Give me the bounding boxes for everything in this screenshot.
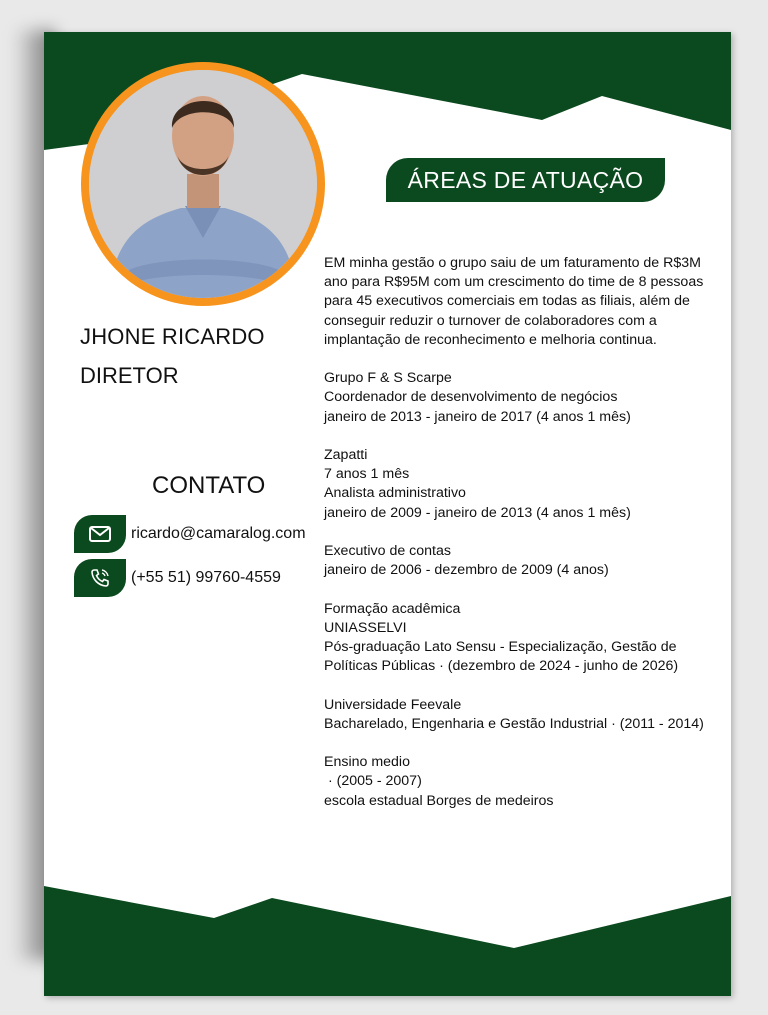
experience-entry [324, 369, 724, 427]
contact-heading: CONTATO [152, 472, 266, 499]
education-line: · (2005 - 2007) [324, 773, 422, 790]
contact-phone-row [74, 558, 281, 598]
email-link[interactable]: ricardo@camaralog.com [131, 525, 306, 542]
phone-link[interactable]: (+55 51) 99760-4559 [131, 569, 281, 586]
summary-line: EM minha gestão o grupo saiu de um faturamento de R$3M [324, 255, 701, 271]
experience-line: Analista administrativo [324, 485, 466, 502]
phone-icon [74, 559, 126, 597]
summary-line: conseguir reduzir o turnover de colaboradores com a [324, 312, 657, 329]
education-line: Formação acadêmica [324, 600, 461, 617]
summary-line: para 45 executivos comerciais em todas as filiais, além de [324, 293, 690, 310]
experience-line: Executivo de contas [324, 543, 451, 559]
experience-line: janeiro de 2013 - janeiro de 2017 (4 anos 1 mês) [324, 408, 631, 425]
experience-line: janeiro de 2006 - dezembro de 2009 (4 anos) [324, 562, 609, 579]
experience-line: 7 anos 1 mês [324, 466, 410, 483]
education-line: Políticas Públicas · (dezembro de 2024 - junho de 2026) [324, 658, 679, 675]
education-entry [324, 753, 724, 811]
person-name: JHONE RICARDO [80, 324, 265, 349]
education-entry [324, 600, 724, 677]
profile-photo [89, 70, 317, 298]
education-line: Pós-graduação Lato Sensu - Especialização, Gestão de [324, 639, 677, 655]
profile-photo-frame [81, 62, 325, 306]
person-portrait-icon [89, 70, 317, 298]
education-entry [324, 696, 724, 734]
summary-line: ano para R$95M com um crescimento do time de 8 pessoas [324, 274, 704, 291]
experience-entry [324, 542, 724, 580]
education-line: UNIASSELVI [324, 619, 407, 636]
resume-page [44, 32, 731, 996]
education-line: Universidade Feevale [324, 696, 462, 713]
education-line: Ensino medio [324, 754, 410, 771]
summary-line: implantação de reconhecimento e melhoria continua. [324, 331, 657, 348]
experience-entry [324, 446, 724, 523]
education-line: Bacharelado, Engenharia e Gestão Industrial · (2011 - 2014) [324, 715, 704, 732]
bottom-green-decoration [44, 876, 731, 996]
resume-content [324, 254, 724, 830]
summary-paragraph [324, 254, 724, 350]
person-role: DIRETOR [80, 363, 179, 388]
experience-line: Zapatti [324, 447, 368, 463]
contact-email-row [74, 514, 306, 554]
envelope-icon [74, 515, 126, 553]
education-line: escola estadual Borges de medeiros [324, 792, 554, 809]
experience-line: janeiro de 2009 - janeiro de 2013 (4 anos 1 mês) [324, 504, 631, 521]
experience-line: Grupo F & S Scarpe [324, 370, 452, 387]
experience-line: Coordenador de desenvolvimento de negócios [324, 389, 618, 406]
areas-section-title: ÁREAS DE ATUAÇÃO [386, 158, 665, 202]
